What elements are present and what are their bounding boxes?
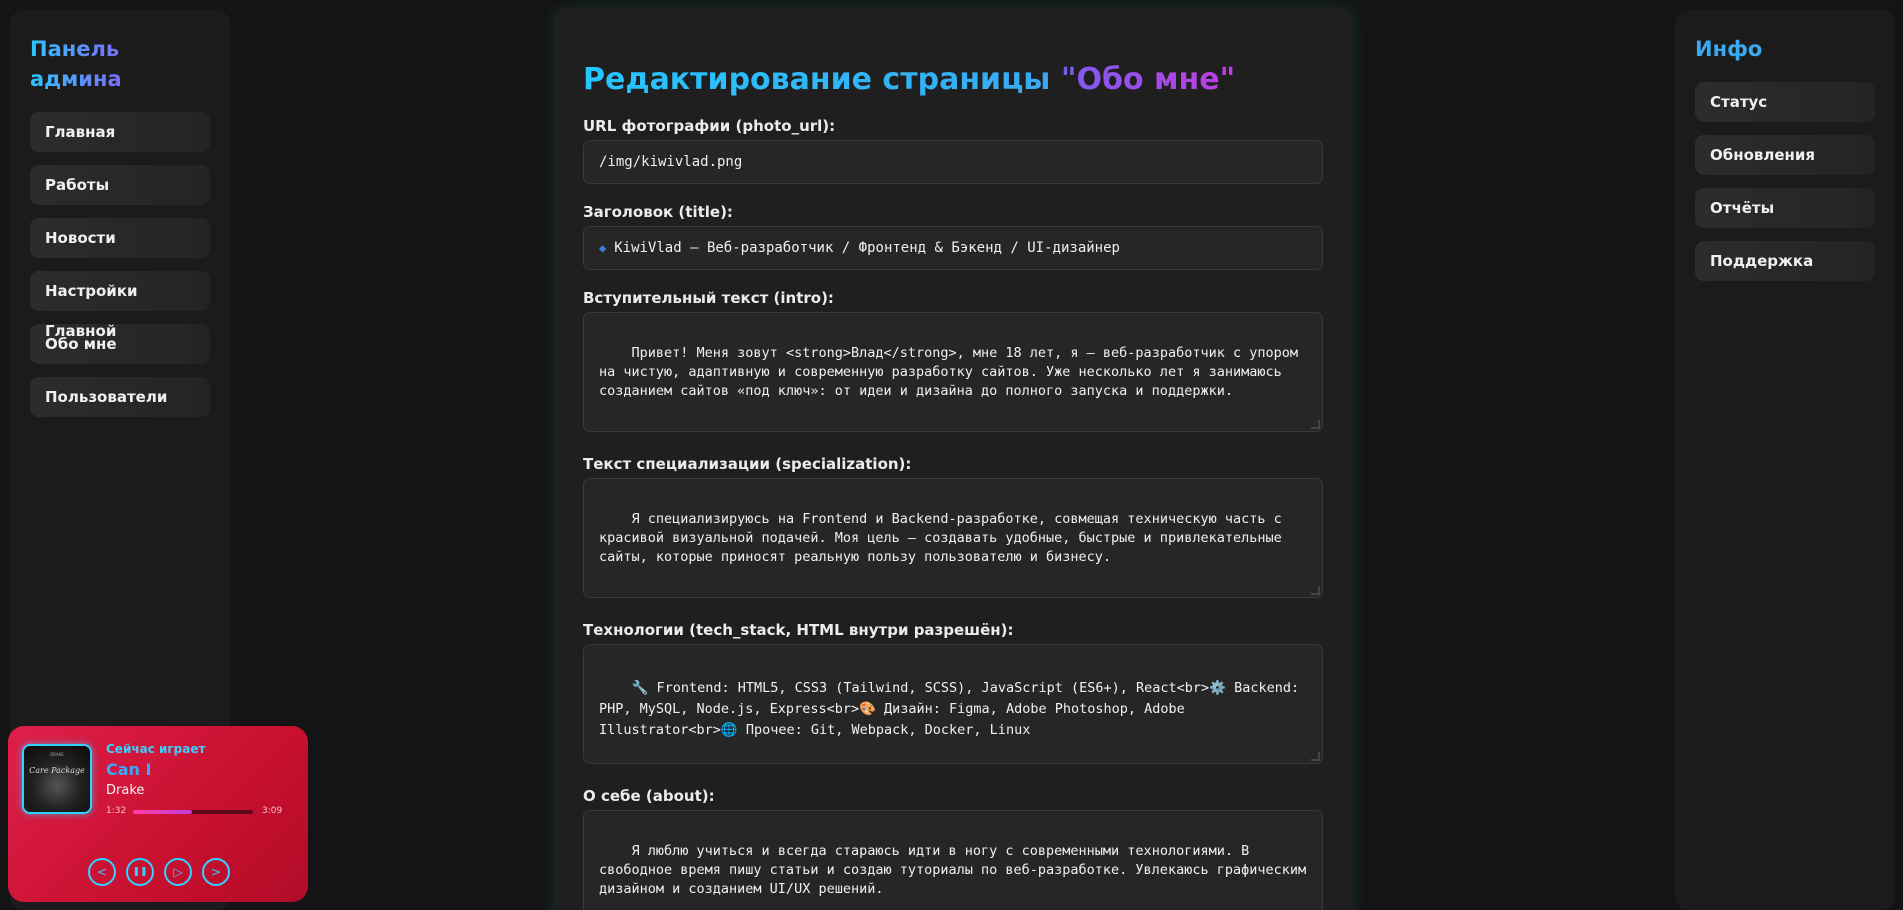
chevron-right-icon: >	[210, 865, 222, 879]
info-title: Инфо	[1695, 37, 1763, 61]
about-editor-panel	[553, 8, 1353, 910]
page-title-page-name: "Обо мне"	[1060, 62, 1236, 97]
sidebar-item-home[interactable]: Главная	[30, 112, 210, 152]
tech-stack-value: 🔧 Frontend: HTML5, CSS3 (Tailwind, SCSS), JavaScript (ES6+), React<br>⚙️ Backend: PHP, MySQL, Node.js, Express<br>🎨 Дизайн: Figma, Adobe Photoshop, Adobe Illustrator<br>🌐 Прочее: Git, Webpack, Docker, Linux	[599, 680, 1308, 738]
sidebar-item-works[interactable]: Работы	[30, 165, 210, 205]
about-value: Я люблю учиться и всегда стараюсь идти в ногу с современными технологиями. В свободное время пишу статьи и создаю туториалы по веб-разработке. Увлекаюсь графическим дизайном и созданием UI/UX решений.	[599, 843, 1315, 897]
specialization-label: Текст специализации (specialization):	[583, 455, 912, 473]
cover-artist-text: DRAKE	[50, 752, 64, 757]
info-item-status[interactable]: Статус	[1695, 82, 1875, 122]
total-time: 3:09	[262, 806, 283, 816]
pause-button[interactable]	[126, 858, 154, 886]
sidebar-title: Панель админа	[30, 34, 210, 94]
tech-stack-textarea[interactable]	[583, 644, 1323, 764]
intro-textarea[interactable]	[583, 312, 1323, 432]
music-player	[8, 726, 308, 902]
album-cover	[22, 744, 92, 814]
specialization-value: Я специализируюсь на Frontend и Backend-разработке, совмещая техническую часть с красивой визуальной подачей. Моя цель — создавать удобные, быстрые и привлекательные сайты, которые приносят реальную пользу пользователю и бизнесу.	[599, 511, 1290, 565]
resize-handle-icon[interactable]	[1311, 586, 1320, 595]
player-controls	[88, 858, 230, 886]
track-artist: Drake	[106, 783, 145, 798]
intro-label: Вступительный текст (intro):	[583, 289, 834, 307]
page-title-main: Редактирование страницы	[583, 62, 1061, 97]
cover-title-text: Care Package	[29, 766, 85, 775]
pause-icon: ❚❚	[132, 867, 148, 877]
play-button[interactable]	[164, 858, 192, 886]
photo-url-value: /img/kiwivlad.png	[599, 154, 743, 170]
resize-handle-icon[interactable]	[1311, 420, 1320, 429]
info-sidebar	[1675, 10, 1895, 910]
photo-url-label: URL фотографии (photo_url):	[583, 117, 836, 135]
sidebar-item-news[interactable]: Новости	[30, 218, 210, 258]
sidebar-item-about[interactable]: Обо мне	[30, 324, 210, 364]
now-playing-label: Сейчас играет	[106, 742, 206, 756]
title-input[interactable]	[583, 226, 1323, 270]
sidebar-item-users[interactable]: Пользователи	[30, 377, 210, 417]
title-label: Заголовок (title):	[583, 203, 733, 221]
current-time: 1:32	[106, 806, 127, 816]
track-title: Can I	[106, 760, 152, 779]
chevron-left-icon: <	[96, 865, 108, 879]
next-track-button[interactable]	[202, 858, 230, 886]
diamond-icon: ◆	[599, 241, 607, 255]
prev-track-button[interactable]	[88, 858, 116, 886]
about-textarea[interactable]	[583, 810, 1323, 910]
tech-stack-label: Технологии (tech_stack, HTML внутри разрешён):	[583, 621, 1014, 639]
photo-url-input[interactable]	[583, 140, 1323, 184]
resize-handle-icon[interactable]	[1311, 752, 1320, 761]
intro-value: Привет! Меня зовут <strong>Влад</strong>, мне 18 лет, я — веб-разработчик с упором на чистую, адаптивную и современную разработку сайтов. Уже несколько лет я занимаюсь созданием сайтов «под ключ»: от идеи и дизайна до полного запуска и поддержки.	[599, 345, 1307, 399]
specialization-textarea[interactable]	[583, 478, 1323, 598]
page-title	[583, 60, 1323, 100]
progress-bar[interactable]	[133, 810, 253, 814]
progress-fill	[133, 810, 192, 814]
about-label: О себе (about):	[583, 787, 715, 805]
info-item-reports[interactable]: Отчёты	[1695, 188, 1875, 228]
info-item-updates[interactable]: Обновления	[1695, 135, 1875, 175]
title-value: KiwiVlad — Веб-разработчик / Фронтенд & Бэкенд / UI-дизайнер	[614, 240, 1120, 256]
play-icon: ▷	[173, 865, 183, 879]
sidebar-item-home-settings[interactable]: Настройки	[30, 271, 210, 311]
info-item-support[interactable]: Поддержка	[1695, 241, 1875, 281]
